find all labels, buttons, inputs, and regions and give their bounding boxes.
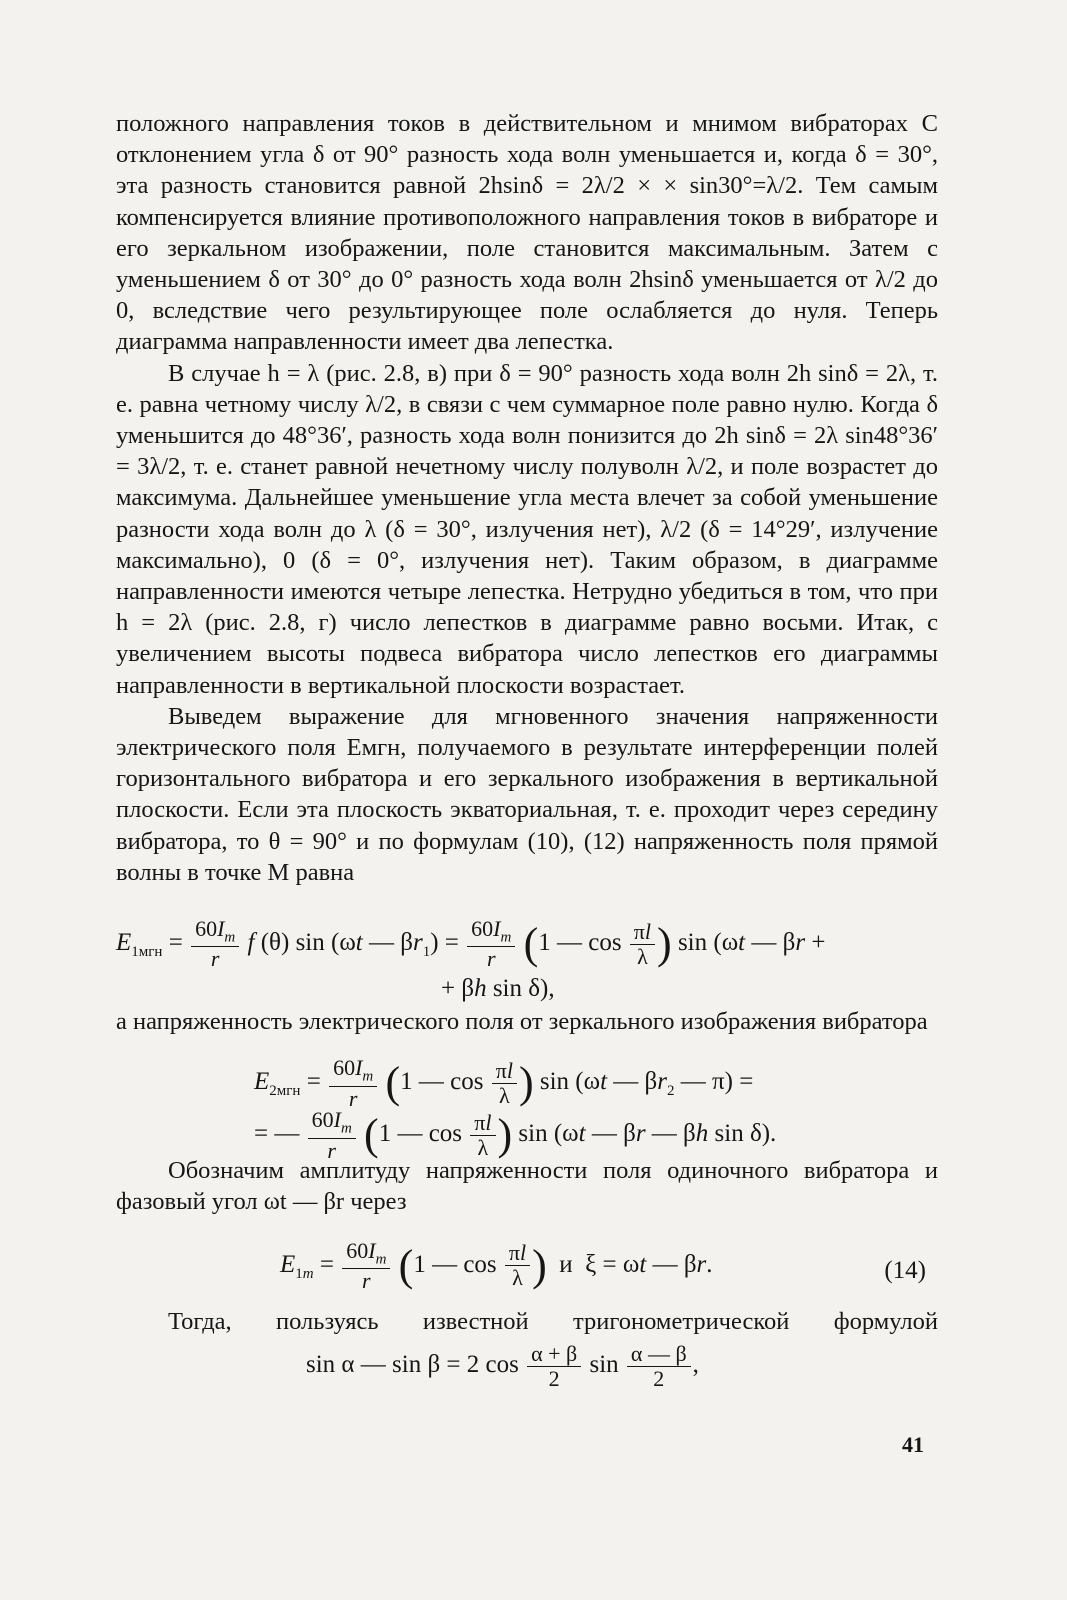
equation-14-body: $E_{1m}$ = $\frac{60I_m}{r}$ (1 — cos $\frac{\pi l}{\lambda}$ ) и ξ = ωt — βr. xyxy=(280,1237,713,1294)
paragraph-6: Тогда, пользуясь известной тригонометрической формулой xyxy=(168,1307,938,1335)
equation-14 xyxy=(116,1237,938,1306)
equation-e2-line-1: $E_{2мгн}$ = $\frac{60I_m}{r}$ (1 — cos $\frac{\pi l}{\lambda}$ ) sin (ωt — $\beta r_2$ — π) = xyxy=(254,1055,754,1111)
paragraph-1: положного направления токов в действительном и мнимом вибраторах С отклонением угла δ от 90° разность хода волн уменьшается и, когда δ = 30°, эта разность становится равной 2hsinδ = 2λ/2 × × sin30°=λ/2. Тем самым компенсируется влияние противоположного направления токов в вибраторе и его зеркальном изображении, поле становится максимальным. Затем с уменьшением δ от 30° до 0° разность хода волн 2hsinδ уменьшается от λ/2 до 0, вследствие чего результирующее поле ослабляется до нуля. Теперь диаграмма направленности имеет два лепестка. xyxy=(116,110,938,356)
equation-e1-line-2: + βh sin δ), xyxy=(441,975,555,1003)
paragraph-2: В случае h = λ (рис. 2.8, в) при δ = 90° разность хода волн 2h sinδ = 2λ, т. е. равна четному числу λ/2, в связи с чем суммарное поле равно нулю. Когда δ уменьшится до 48°36′, разность хода волн понизится до 2h sinδ = 2λ sin48°36′ = 3λ/2, т. е. станет равной нечетному числу полуволн λ/2, и поле возрастет до максимума. Дальнейшее уменьшение угла места влечет за собой уменьшение разности хода волн до λ (δ = 30°, излучения нет), λ/2 (δ = 14°29′, излучение максимально), 0 (δ = 0°, излучения нет). Таким образом, в диаграмме направленности имеются четыре лепестка. Нетрудно убедиться в том, что при h = 2λ (рис. 2.8, г) число лепестков в диаграмме равно восьми. Итак, с увеличением высоты подвеса вибратора число лепестков его диаграммы направленности в вертикальной плоскости возрастает. xyxy=(116,359,938,699)
page-body xyxy=(116,108,938,1393)
paragraph-4: а напряженность электрического поля от зеркального изображения вибратора xyxy=(116,1008,928,1036)
page-number: 41 xyxy=(902,1432,924,1457)
equation-e2-line-2: = — $\frac{60I_m}{r}$ (1 — cos $\frac{\pi l}{\lambda}$ ) sin (ωt — βr — βh sin δ). xyxy=(254,1107,777,1163)
equation-trig-identity xyxy=(116,1340,938,1393)
equation-trig-body: sin α — sin β = 2 cos $\frac{\alpha + \beta}{2}$ sin $\frac{\alpha — \beta}{2}$ , xyxy=(306,1340,699,1391)
equation-e1-line-1: $E_{1мгн}$ = $\frac{60I_m}{r}$ f (θ) sin (ωt — $\beta r_1$) = $\frac{60I_m}{r}$ (1 — cos $\frac{\pi l}{\lambda}$ ) sin (ωt — βr + xyxy=(116,916,826,972)
paragraph-3: Выведем выражение для мгновенного значения напряженности электрического поля Eмгн, получаемого в результате интерференции полей горизонтального вибратора и его зеркального изображения в вертикальной плоскости. Если эта плоскость экваториальная, т. е. проходит через середину вибратора, то θ = 90° и по формулам (10), (12) напряженность поля прямой волны в точке M равна xyxy=(116,702,938,886)
equation-e1-instant xyxy=(116,914,938,1006)
equation-number: (14) xyxy=(884,1256,926,1284)
equation-e2-instant xyxy=(116,1055,938,1163)
paragraph-5: Обозначим амплитуду напряженности поля одиночного вибратора и фазовый угол ωt — βr через xyxy=(116,1157,938,1216)
